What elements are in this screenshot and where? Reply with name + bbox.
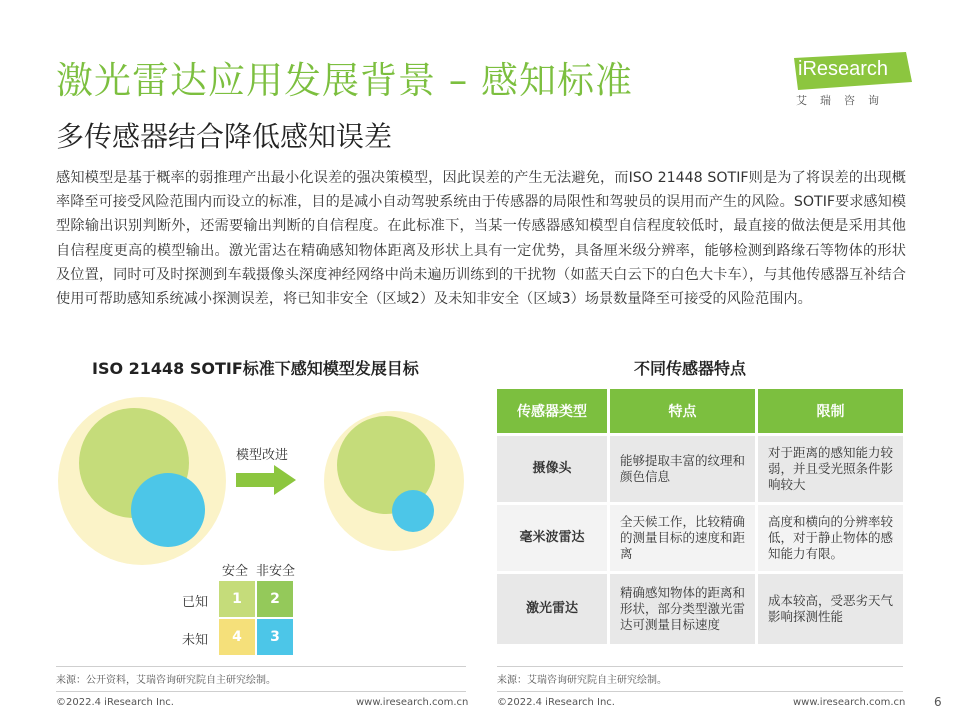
left-source: 来源：公开资料，艾瑞咨询研究院自主研究绘制。 [56, 675, 276, 686]
logo-subtext: 艾瑞咨询 [796, 94, 892, 107]
before-unsafe-circle [131, 473, 205, 547]
footer-divider-right [497, 691, 903, 692]
iresearch-logo [794, 52, 912, 110]
row-feature: 能够提取丰富的纹理和颜色信息 [607, 436, 755, 502]
row-label-unknown: 未知 [182, 633, 209, 648]
table-row [497, 505, 903, 571]
header-feature: 特点 [607, 389, 755, 433]
table-row [497, 574, 903, 644]
page-subtitle: 多传感器结合降低感知误差 [56, 120, 393, 153]
page-number: 6 [934, 695, 942, 709]
col-label-unsafe: 非安全 [256, 564, 296, 579]
row-type: 毫米波雷达 [497, 505, 607, 571]
header-limit: 限制 [755, 389, 903, 433]
header-type: 传感器类型 [497, 389, 607, 433]
row-limit: 对于距离的感知能力较弱，并且受光照条件影响较大 [755, 436, 903, 502]
col-label-safe: 安全 [222, 564, 249, 579]
table-row [497, 436, 903, 502]
intro-paragraph: 感知模型是基于概率的弱推理产出最小化误差的强决策模型，因此误差的产生无法避免，而ISO 21448 SOTIF则是为了将误差的出现概率降至可接受风险范围内而设立的标准，目的是减小自动驾驶系统由于传感器的局限性和驾驶员的误用而产生的风险。SOTIF要求感知模型除输出识别判断外，还需要输出判断的自信程度。在此标准下，当某一传感器感知模型自信程度较低时，最直接的做法便是采用其他自信程度更高的模型输出。激光雷达在精确感知物体距离及形状上具有一定优势，具备厘米级分辨率，能够检测到路缘石等物体的形状及位置，同时可及时探测到车载摄像头深度神经网络中尚未遍历训练到的干扰物（如蓝天白云下的白色大卡车），与其他传感器互补结合使用可帮助感知系统减小探测误差，将已知非安全（区域2）及未知非安全（区域3）场景数量降至可接受的风险范围内。 [56, 170, 906, 308]
page-title: 激光雷达应用发展背景 – 感知标准 [56, 59, 634, 102]
sensor-table [497, 386, 903, 647]
quadrant-unknown-unsafe: 3 [257, 619, 293, 655]
sotif-diagram [56, 385, 486, 585]
left-divider [56, 666, 466, 667]
quadrant-known-unsafe: 2 [257, 581, 293, 617]
row-type: 激光雷达 [497, 574, 607, 644]
footer-url-left[interactable]: www.iresearch.com.cn [356, 697, 469, 708]
left-section-title: ISO 21448 SOTIF标准下感知模型发展目标 [92, 359, 419, 378]
row-feature: 全天候工作，比较精确的测量目标的速度和距离 [607, 505, 755, 571]
after-unsafe-circle [392, 490, 434, 532]
row-feature: 精确感知物体的距离和形状，部分类型激光雷达可测量目标速度 [607, 574, 755, 644]
footer-copyright-right: ©2022.4 iResearch Inc. [497, 697, 615, 708]
quadrant-known-safe: 1 [219, 581, 255, 617]
row-limit: 高度和横向的分辨率较低，对于静止物体的感知能力有限。 [755, 505, 903, 571]
footer-copyright-left: ©2022.4 iResearch Inc. [56, 697, 174, 708]
row-label-known: 已知 [182, 595, 209, 610]
logo-brand: iResearch [798, 58, 889, 80]
right-divider [497, 666, 903, 667]
quadrant-unknown-safe: 4 [219, 619, 255, 655]
improve-arrow-icon [236, 465, 296, 495]
right-section-title: 不同传感器特点 [634, 359, 747, 378]
right-source: 来源：艾瑞咨询研究院自主研究绘制。 [497, 675, 667, 686]
row-type: 摄像头 [497, 436, 607, 502]
footer-url-right[interactable]: www.iresearch.com.cn [793, 697, 906, 708]
table-header-row [497, 389, 903, 433]
arrow-label: 模型改进 [236, 448, 289, 463]
row-limit: 成本较高，受恶劣天气影响探测性能 [755, 574, 903, 644]
footer-divider-left [56, 691, 466, 692]
